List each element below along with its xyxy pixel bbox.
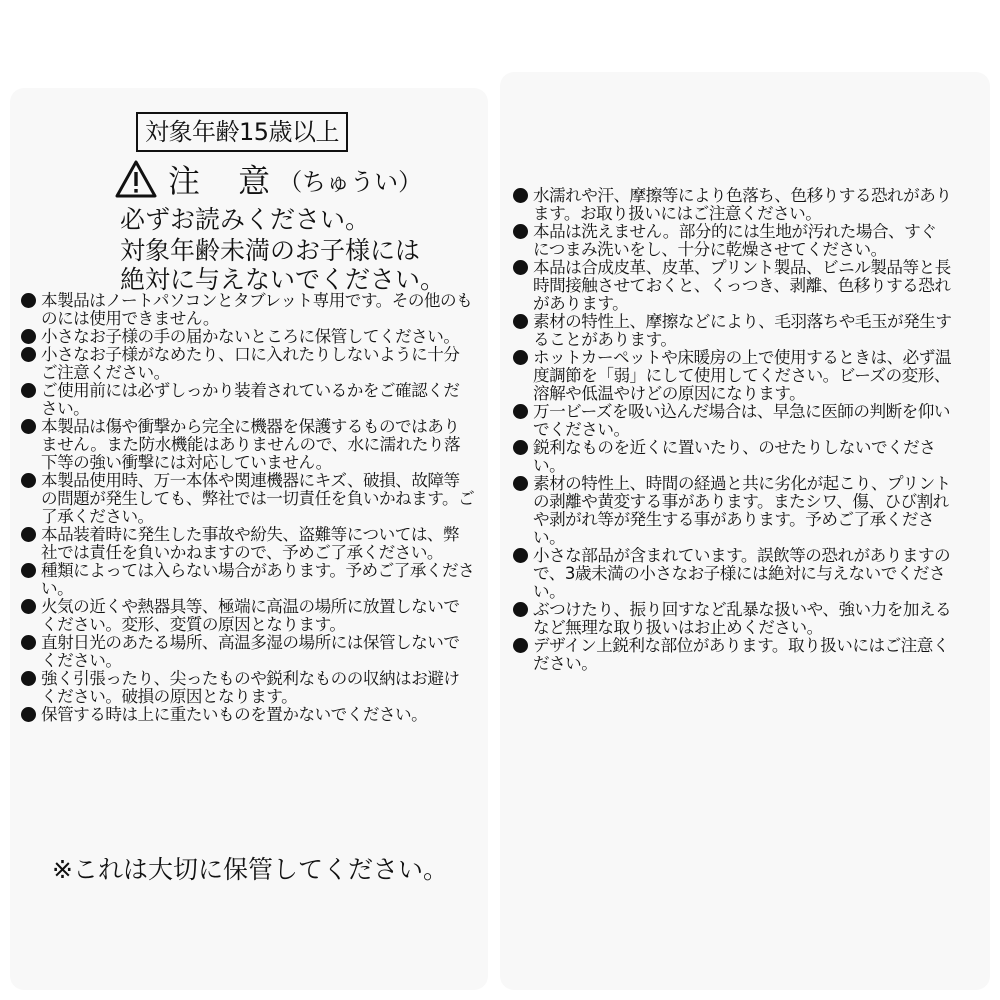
bullet-icon bbox=[21, 329, 36, 344]
list-item: 本製品はノートパソコンとタブレット専用です。その他のものには使用できません。 bbox=[20, 292, 475, 328]
list-item: 小さなお子様の手の届かないところに保管してください。 bbox=[20, 328, 475, 346]
list-item: 素材の特性上、時間の経過と共に劣化が起こり、プリントの剥離や黄変する事があります。またシワ、傷、ひび割れや剥がれ等が発生する事があります。予めご了承ください。 bbox=[512, 475, 952, 547]
bullet-icon bbox=[513, 188, 528, 203]
bullet-icon bbox=[21, 347, 36, 362]
bullet-icon bbox=[21, 383, 36, 398]
bullet-icon bbox=[21, 635, 36, 650]
list-item: 火気の近くや熱器具等、極端に高温の場所に放置しないでください。変形、変質の原因となります。 bbox=[20, 598, 475, 634]
bullet-icon bbox=[513, 260, 528, 275]
list-item: 直射日光のあたる場所、高温多湿の場所には保管しないでください。 bbox=[20, 634, 475, 670]
bullet-icon bbox=[21, 473, 36, 488]
list-item: 小さな部品が含まれています。誤飲等の恐れがありますので、3歳未満の小さなお子様には絶対に与えないでください。 bbox=[512, 547, 952, 601]
caution-heading bbox=[114, 157, 422, 201]
age-label: 対象年齢15歳以上 bbox=[136, 112, 348, 152]
list-item: ぶつけたり、振り回すなど乱暴な扱いや、強い力を加えるなど無理な取り扱いはお止めください。 bbox=[512, 601, 952, 637]
bullet-icon bbox=[513, 314, 528, 329]
must-read-line: 必ずお読みください。 bbox=[120, 205, 371, 234]
caution-title: 注 意 bbox=[168, 162, 285, 200]
list-item: 保管する時は上に重たいものを置かないでください。 bbox=[20, 706, 475, 724]
bullet-icon bbox=[513, 224, 528, 239]
bullet-icon bbox=[21, 527, 36, 542]
bullet-icon bbox=[513, 638, 528, 653]
list-item: 本品装着時に発生した事故や紛失、盗難等については、弊社では責任を負いかねますので、予めご了承ください。 bbox=[20, 526, 475, 562]
age-warning-line-2: 絶対に与えないでください。 bbox=[120, 265, 446, 294]
list-item: 本製品使用時、万一本体や関連機器にキズ、破損、故障等の問題が発生しても、弊社では一切責任を負いかねます。ご了承ください。 bbox=[20, 472, 475, 526]
bullet-icon bbox=[21, 599, 36, 614]
list-item: 本製品は傷や衝撃から完全に機器を保護するものではありません。また防水機能はありませんので、水に濡れたり落下等の強い衝撃には対応していません。 bbox=[20, 418, 475, 472]
list-item: デザイン上鋭利な部位があります。取り扱いにはご注意ください。 bbox=[512, 637, 952, 673]
bullet-icon bbox=[21, 563, 36, 578]
left-caution-list bbox=[20, 292, 475, 724]
list-item: 素材の特性上、摩擦などにより、毛羽落ちや毛玉が発生することがあります。 bbox=[512, 313, 952, 349]
bullet-icon bbox=[513, 440, 528, 455]
warning-triangle-icon bbox=[114, 159, 158, 199]
list-item: 本品は合成皮革、皮革、プリント製品、ビニル製品等と長時間接触させておくと、くっつき、剥離、色移りする恐れがあります。 bbox=[512, 259, 952, 313]
bullet-icon bbox=[21, 293, 36, 308]
bullet-icon bbox=[513, 602, 528, 617]
bullet-icon bbox=[513, 404, 528, 419]
list-item: 水濡れや汗、摩擦等により色落ち、色移りする恐れがあります。お取り扱いにはご注意ください。 bbox=[512, 187, 952, 223]
bullet-icon bbox=[513, 350, 528, 365]
bullet-icon bbox=[513, 548, 528, 563]
list-item: 本品は洗えません。部分的には生地が汚れた場合、すぐにつまみ洗いをし、十分に乾燥させてください。 bbox=[512, 223, 952, 259]
list-item: 種類によっては入らない場合があります。予めご了承ください。 bbox=[20, 562, 475, 598]
bullet-icon bbox=[21, 671, 36, 686]
footer-note: ※これは大切に保管してください。 bbox=[52, 855, 448, 884]
bullet-icon bbox=[21, 707, 36, 722]
list-item: 強く引張ったり、尖ったものや鋭利なものの収納はお避けください。破損の原因となります。 bbox=[20, 670, 475, 706]
list-item: 小さなお子様がなめたり、口に入れたりしないように十分ご注意ください。 bbox=[20, 346, 475, 382]
age-warning-line-1: 対象年齢未満のお子様には bbox=[120, 236, 421, 265]
list-item: 万一ビーズを吸い込んだ場合は、早急に医師の判断を仰いでください。 bbox=[512, 403, 952, 439]
bullet-icon bbox=[21, 419, 36, 434]
bullet-icon bbox=[513, 476, 528, 491]
list-item: ホットカーペットや床暖房の上で使用するときは、必ず温度調節を「弱」にして使用してください。ビーズの変形、溶解や低温やけどの原因になります。 bbox=[512, 349, 952, 403]
caution-reading: （ちゅうい） bbox=[278, 167, 423, 196]
right-caution-list bbox=[512, 187, 952, 673]
list-item: ご使用前には必ずしっかり装着されているかをご確認ください。 bbox=[20, 382, 475, 418]
list-item: 鋭利なものを近くに置いたり、のせたりしないでください。 bbox=[512, 439, 952, 475]
